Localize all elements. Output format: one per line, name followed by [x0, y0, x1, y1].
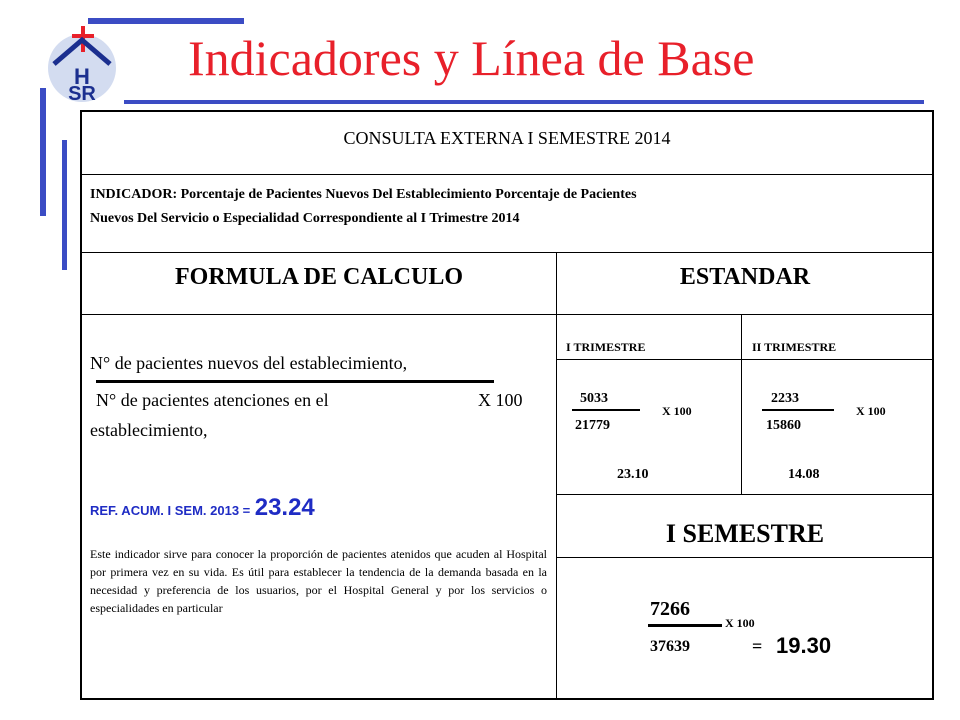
divider [81, 174, 933, 175]
hospital-logo [40, 24, 124, 104]
formula-denominator-a: N° de pacientes atenciones en el [96, 390, 329, 410]
quarter-label-2: II TRIMESTRE [752, 340, 837, 354]
divider [741, 314, 742, 494]
semester-label: I SEMESTRE [665, 519, 825, 548]
quarter-2-denominator: 15860 [766, 418, 801, 433]
quarter-1-result: 23.10 [617, 467, 649, 482]
semester-denominator: 37639 [650, 638, 690, 655]
quarter-2-result: 14.08 [788, 467, 820, 482]
hospital-logo-icon [40, 24, 124, 104]
column-header-formula: FORMULA DE CALCULO [174, 264, 463, 290]
divider [556, 252, 557, 698]
formula-numerator: N° de pacientes nuevos del establecimiento, [90, 353, 408, 373]
divider [556, 359, 932, 360]
page-title: Indicadores y Línea de Base [188, 30, 755, 86]
divider [81, 314, 933, 315]
indicator-line-2: Nuevos Del Servicio o Especialidad Correspondiente al I Trimestre 2014 [90, 211, 520, 226]
formula-denominator-b: establecimiento, [90, 420, 208, 440]
column-header-standard: ESTANDAR [679, 264, 811, 290]
reference-line [90, 494, 315, 522]
indicator-line-1: INDICADOR: Porcentaje de Pacientes Nuevos Del Establecimiento Porcentaje de Pacientes [90, 187, 637, 202]
formula-multiplier: X 100 [478, 390, 523, 410]
divider [556, 557, 932, 558]
reference-value: 23.24 [254, 494, 315, 521]
accent-bar-left-lower [62, 140, 67, 270]
logo-letters-bottom: SR [68, 83, 96, 104]
quarter-2-numerator: 2233 [771, 391, 799, 406]
accent-bar-left-upper [40, 88, 46, 216]
quarter-1-numerator: 5033 [580, 391, 608, 406]
indicator-description: Este indicador sirve para conocer la proporción de pacientes atenidos que acuden al Hospital por primera vez en su vida. Es útil para establecer la tendencia de la demanda basada en la necesidad y preferencia de los usuarios, por el Hospital General y por los servicios o especialidades en particular [90, 547, 547, 615]
semester-fraction-bar [648, 624, 722, 627]
quarter-1-denominator: 21779 [575, 418, 610, 433]
quarter-1-multiplier: X 100 [662, 404, 692, 418]
formula-fraction-bar [96, 380, 494, 383]
semester-numerator: 7266 [650, 598, 690, 620]
divider [81, 252, 933, 253]
semester-result: 19.30 [776, 633, 832, 658]
reference-label: REF. ACUM. I SEM. 2013 = [90, 503, 251, 518]
quarter-1-fraction-bar [572, 409, 640, 411]
logo-letters-top: H [74, 64, 90, 89]
section-header: CONSULTA EXTERNA I SEMESTRE 2014 [343, 128, 671, 148]
semester-equals: = [752, 636, 763, 656]
accent-bar-mid [124, 100, 924, 104]
semester-multiplier: X 100 [725, 616, 755, 630]
quarter-label-1: I TRIMESTRE [566, 340, 646, 354]
quarter-2-fraction-bar [762, 409, 834, 411]
quarter-2-multiplier: X 100 [856, 404, 886, 418]
divider [556, 494, 932, 495]
